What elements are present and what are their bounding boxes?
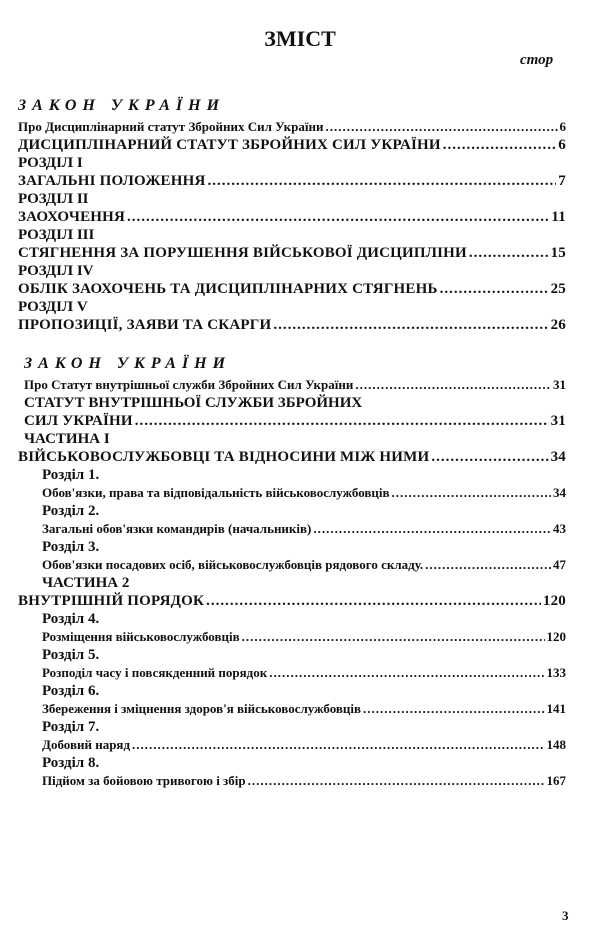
toc-entry-title: Загальні обов'язки командирів (начальників): [42, 521, 312, 536]
toc-chapter-label: РОЗДІЛ IV: [18, 263, 94, 279]
toc-entry-title: Обов'язки посадових осіб, військовослужбовців рядового складу.: [42, 557, 424, 572]
toc-entry: [18, 664, 566, 682]
toc-leader: [443, 136, 557, 154]
toc-entry-title: Добовий наряд: [42, 737, 131, 752]
toc-chapter-label: Розділ 5.: [42, 647, 100, 663]
toc-entry-page: 31: [550, 413, 566, 429]
toc-entry-page: 15: [550, 245, 566, 261]
toc-entry: [18, 208, 566, 226]
toc-entry-title: ВНУТРІШНІЙ ПОРЯДОК: [18, 593, 205, 609]
section-spacer: [18, 334, 566, 352]
toc-entry-page: 34: [553, 485, 566, 500]
toc-entry-page: 120: [542, 593, 566, 609]
toc-leader: [313, 520, 551, 538]
toc-entry: [18, 118, 566, 136]
toc-entry-title: ДИСЦИПЛІНАРНИЙ СТАТУТ ЗБРОЙНИХ СИЛ УКРАЇНИ: [18, 137, 441, 153]
toc-entry-title: Підйом за бойовою тривогою і збір: [42, 773, 246, 788]
toc-leader: [355, 376, 551, 394]
toc-entry: [18, 172, 566, 190]
toc-chapter-label: РОЗДІЛ V: [18, 299, 88, 315]
toc-chapter-label: РОЗДІЛ ІІ: [18, 191, 89, 207]
toc-entry-page: 47: [553, 557, 566, 572]
toc-entry: [18, 412, 566, 430]
toc-entry-page: 141: [546, 701, 566, 716]
toc-entry-title: Про Статут внутрішньої служби Збройних Сил України: [24, 377, 354, 392]
page-number: 3: [562, 908, 569, 923]
toc-entry: [18, 772, 566, 790]
toc-leader: [325, 118, 557, 136]
law-heading: ЗАКОН УКРАЇНИ: [18, 97, 226, 114]
toc-entry: [18, 244, 566, 262]
toc-entry-page: 167: [546, 773, 566, 788]
table-of-contents: [18, 94, 566, 790]
toc-leader: [127, 208, 549, 226]
toc-leader: [431, 448, 548, 466]
toc-section-internal-service: [18, 352, 566, 790]
toc-leader: [440, 280, 549, 298]
toc-entry: [18, 736, 566, 754]
toc-leader: [273, 316, 548, 334]
law-heading: ЗАКОН УКРАЇНИ: [24, 355, 232, 372]
toc-leader: [206, 592, 541, 610]
toc-entry-page: 31: [553, 377, 566, 392]
toc-entry: [18, 448, 566, 466]
toc-leader: [242, 628, 545, 646]
toc-leader: [135, 412, 549, 430]
toc-entry: [18, 520, 566, 538]
toc-entry: [18, 316, 566, 334]
page-column-label: стор: [520, 52, 554, 68]
toc-entry-page: 6: [559, 119, 566, 134]
toc-entry: [18, 556, 566, 574]
toc-leader: [248, 772, 545, 790]
toc-entry-page: 120: [546, 629, 566, 644]
toc-entry-title: Збереження і зміцнення здоров'я військовослужбовців: [42, 701, 362, 716]
toc-entry-page: 11: [551, 209, 566, 225]
toc-entry: [18, 376, 566, 394]
toc-entry-page: 25: [550, 281, 566, 297]
toc-entry-page: 34: [550, 449, 566, 465]
toc-entry-title: ВІЙСЬКОВОСЛУЖБОВЦІ ТА ВІДНОСИНИ МІЖ НИМИ: [18, 449, 430, 465]
toc-entry-page: 133: [546, 665, 566, 680]
page-title: ЗМІСТ: [264, 26, 336, 51]
toc-leader: [425, 556, 551, 574]
toc-title-line: СТАТУТ ВНУТРІШНЬОЇ СЛУЖБИ ЗБРОЙНИХ: [24, 395, 363, 411]
toc-chapter-label: РОЗДІЛ І: [18, 155, 83, 171]
toc-entry-page: 43: [553, 521, 566, 536]
toc-entry-title: СТЯГНЕННЯ ЗА ПОРУШЕННЯ ВІЙСЬКОВОЇ ДИСЦИПЛІНИ: [18, 245, 467, 261]
toc-chapter-label: Розділ 6.: [42, 683, 100, 699]
toc-entry-page: 26: [550, 317, 566, 333]
toc-entry: [18, 484, 566, 502]
toc-entry-title: ОБЛІК ЗАОХОЧЕНЬ ТА ДИСЦИПЛІНАРНИХ СТЯГНЕНЬ: [18, 281, 438, 297]
toc-entry-title: СИЛ УКРАЇНИ: [24, 413, 133, 429]
toc-leader: [469, 244, 549, 262]
toc-entry-page: 148: [546, 737, 566, 752]
toc-entry-page: 7: [558, 173, 566, 189]
toc-chapter-label: РОЗДІЛ ІІІ: [18, 227, 95, 243]
toc-entry-page: 6: [558, 137, 566, 153]
toc-chapter-label: Розділ 4.: [42, 611, 100, 627]
toc-entry-title: ЗАОХОЧЕННЯ: [18, 209, 126, 225]
toc-entry-title: Розподіл часу і повсякденний порядок: [42, 665, 268, 680]
toc-section-disciplinary: [18, 94, 566, 334]
toc-leader: [208, 172, 557, 190]
toc-entry: [18, 700, 566, 718]
toc-chapter-label: Розділ 3.: [42, 539, 100, 555]
toc-entry-title: ЗАГАЛЬНІ ПОЛОЖЕННЯ: [18, 173, 206, 189]
toc-entry-title: Обов'язки, права та відповідальність військовослужбовців: [42, 485, 390, 500]
toc-leader: [269, 664, 544, 682]
toc-leader: [392, 484, 551, 502]
toc-part-label: ЧАСТИНА 2: [42, 575, 130, 591]
toc-entry: [18, 280, 566, 298]
toc-entry-title: Про Дисциплінарний статут Збройних Сил України: [18, 119, 324, 134]
toc-part-label: ЧАСТИНА І: [24, 431, 110, 447]
toc-chapter-label: Розділ 7.: [42, 719, 100, 735]
toc-leader: [363, 700, 544, 718]
toc-entry-title: ПРОПОЗИЦІЇ, ЗАЯВИ ТА СКАРГИ: [18, 317, 272, 333]
toc-entry-title: Розміщення військовослужбовців: [42, 629, 240, 644]
toc-chapter-label: Розділ 1.: [42, 467, 100, 483]
toc-entry: [18, 136, 566, 154]
toc-entry: [18, 628, 566, 646]
toc-leader: [132, 736, 544, 754]
toc-chapter-label: Розділ 2.: [42, 503, 100, 519]
toc-chapter-label: Розділ 8.: [42, 755, 100, 771]
toc-entry: [18, 592, 566, 610]
